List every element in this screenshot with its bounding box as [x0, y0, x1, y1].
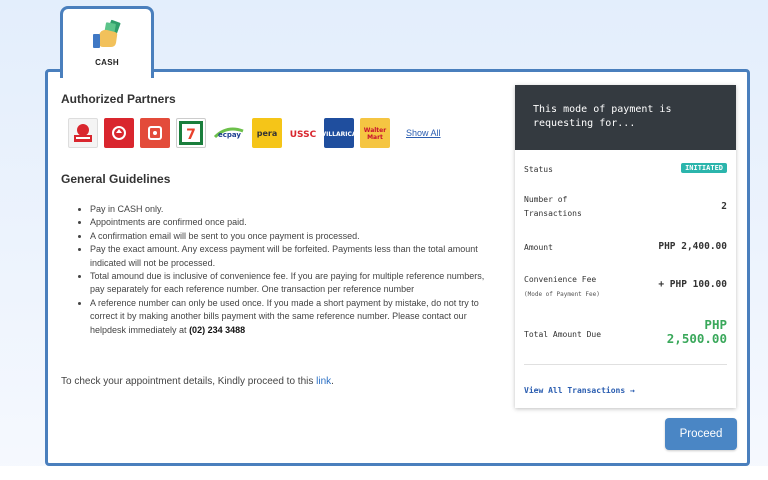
tab-label: CASH: [95, 58, 119, 67]
ussc-logo: [288, 118, 318, 148]
helpdesk-number: (02) 234 3488: [189, 324, 246, 335]
guideline-item: • A confirmation email will be sent to you once payment is processed.: [90, 230, 496, 243]
fee-value: + PHP 100.00: [658, 279, 727, 290]
total-value: [667, 318, 727, 346]
summary-header: This mode of payment is requesting for...: [515, 85, 736, 150]
bayad-center-logo: [68, 118, 98, 148]
guideline-text: A reference number can only be used once. If you made a short payment by mistake, do not try to correct it by making another bills payment with the same reference number. Please contact our helpdesk immediately at: [90, 297, 479, 335]
guideline-item: • Appointments are confirmed once paid.: [90, 216, 496, 229]
guideline-item: • Pay the exact amount. Any excess payment will be forfeited. Payments less than the total amount indicated will not be processed.: [90, 243, 496, 270]
svg-text:Walter: Walter: [363, 127, 387, 134]
payment-card: [45, 69, 750, 466]
check-end: .: [331, 376, 334, 387]
fee-label-text: Convenience Fee: [524, 275, 597, 284]
page-footer-strip: [0, 466, 768, 480]
total-currency: PHP: [704, 317, 727, 332]
svg-text:VILLARICA: VILLARICA: [321, 131, 357, 138]
transactions-label-line2: Transactions: [524, 209, 582, 218]
status-badge: INITIATED: [681, 163, 727, 173]
villarica-logo: [321, 118, 357, 148]
fee-sub-label: (Mode of Payment Fee): [524, 291, 600, 298]
fee-label: [524, 273, 600, 302]
partner-logos: [68, 118, 441, 148]
cash-hand-icon: [91, 19, 125, 49]
show-all-link[interactable]: Show All: [406, 128, 441, 138]
summary-divider: [524, 364, 727, 365]
guidelines-list: [76, 203, 496, 337]
payment-summary-panel: [515, 85, 736, 408]
svg-text:Mart: Mart: [367, 134, 383, 141]
partners-title: Authorized Partners: [61, 92, 176, 106]
total-label: Total Amount Due: [524, 330, 602, 339]
svg-text:ecpay: ecpay: [218, 131, 241, 139]
check-appointment-text: [61, 376, 334, 387]
check-text: To check your appointment details, Kindly proceed to this: [61, 376, 317, 387]
proceed-button[interactable]: Proceed: [665, 418, 737, 450]
view-all-transactions-link[interactable]: View All Transactions →: [524, 386, 635, 395]
pera-hub-logo: [252, 118, 282, 148]
appointment-link[interactable]: link: [316, 376, 332, 387]
svg-text:USSC: USSC: [289, 130, 317, 140]
total-amount: 2,500.00: [666, 331, 727, 346]
guidelines-title: General Guidelines: [61, 172, 171, 186]
guideline-item: [90, 297, 496, 337]
status-label: Status: [524, 165, 553, 174]
tab-cash[interactable]: [60, 6, 154, 78]
svg-text:pera: pera: [256, 129, 278, 138]
transactions-label: [524, 193, 582, 221]
svg-text:7: 7: [186, 127, 196, 143]
waltermart-logo: [360, 118, 390, 148]
robinsons-logo: [104, 118, 134, 148]
robinsons-dept-logo: [140, 118, 170, 148]
amount-value: PHP 2,400.00: [658, 241, 727, 252]
transactions-label-line1: Number of: [524, 195, 568, 204]
guideline-item: • Pay in CASH only.: [90, 203, 496, 216]
guideline-item: • Total amound due is inclusive of convenience fee. If you are paying for multiple reference numbers, pay separately for each reference number. One transaction per reference number: [90, 270, 496, 297]
ecpay-logo: [212, 118, 246, 148]
transactions-value: 2: [721, 201, 727, 212]
amount-label: Amount: [524, 243, 553, 252]
seven-eleven-logo: [176, 118, 206, 148]
